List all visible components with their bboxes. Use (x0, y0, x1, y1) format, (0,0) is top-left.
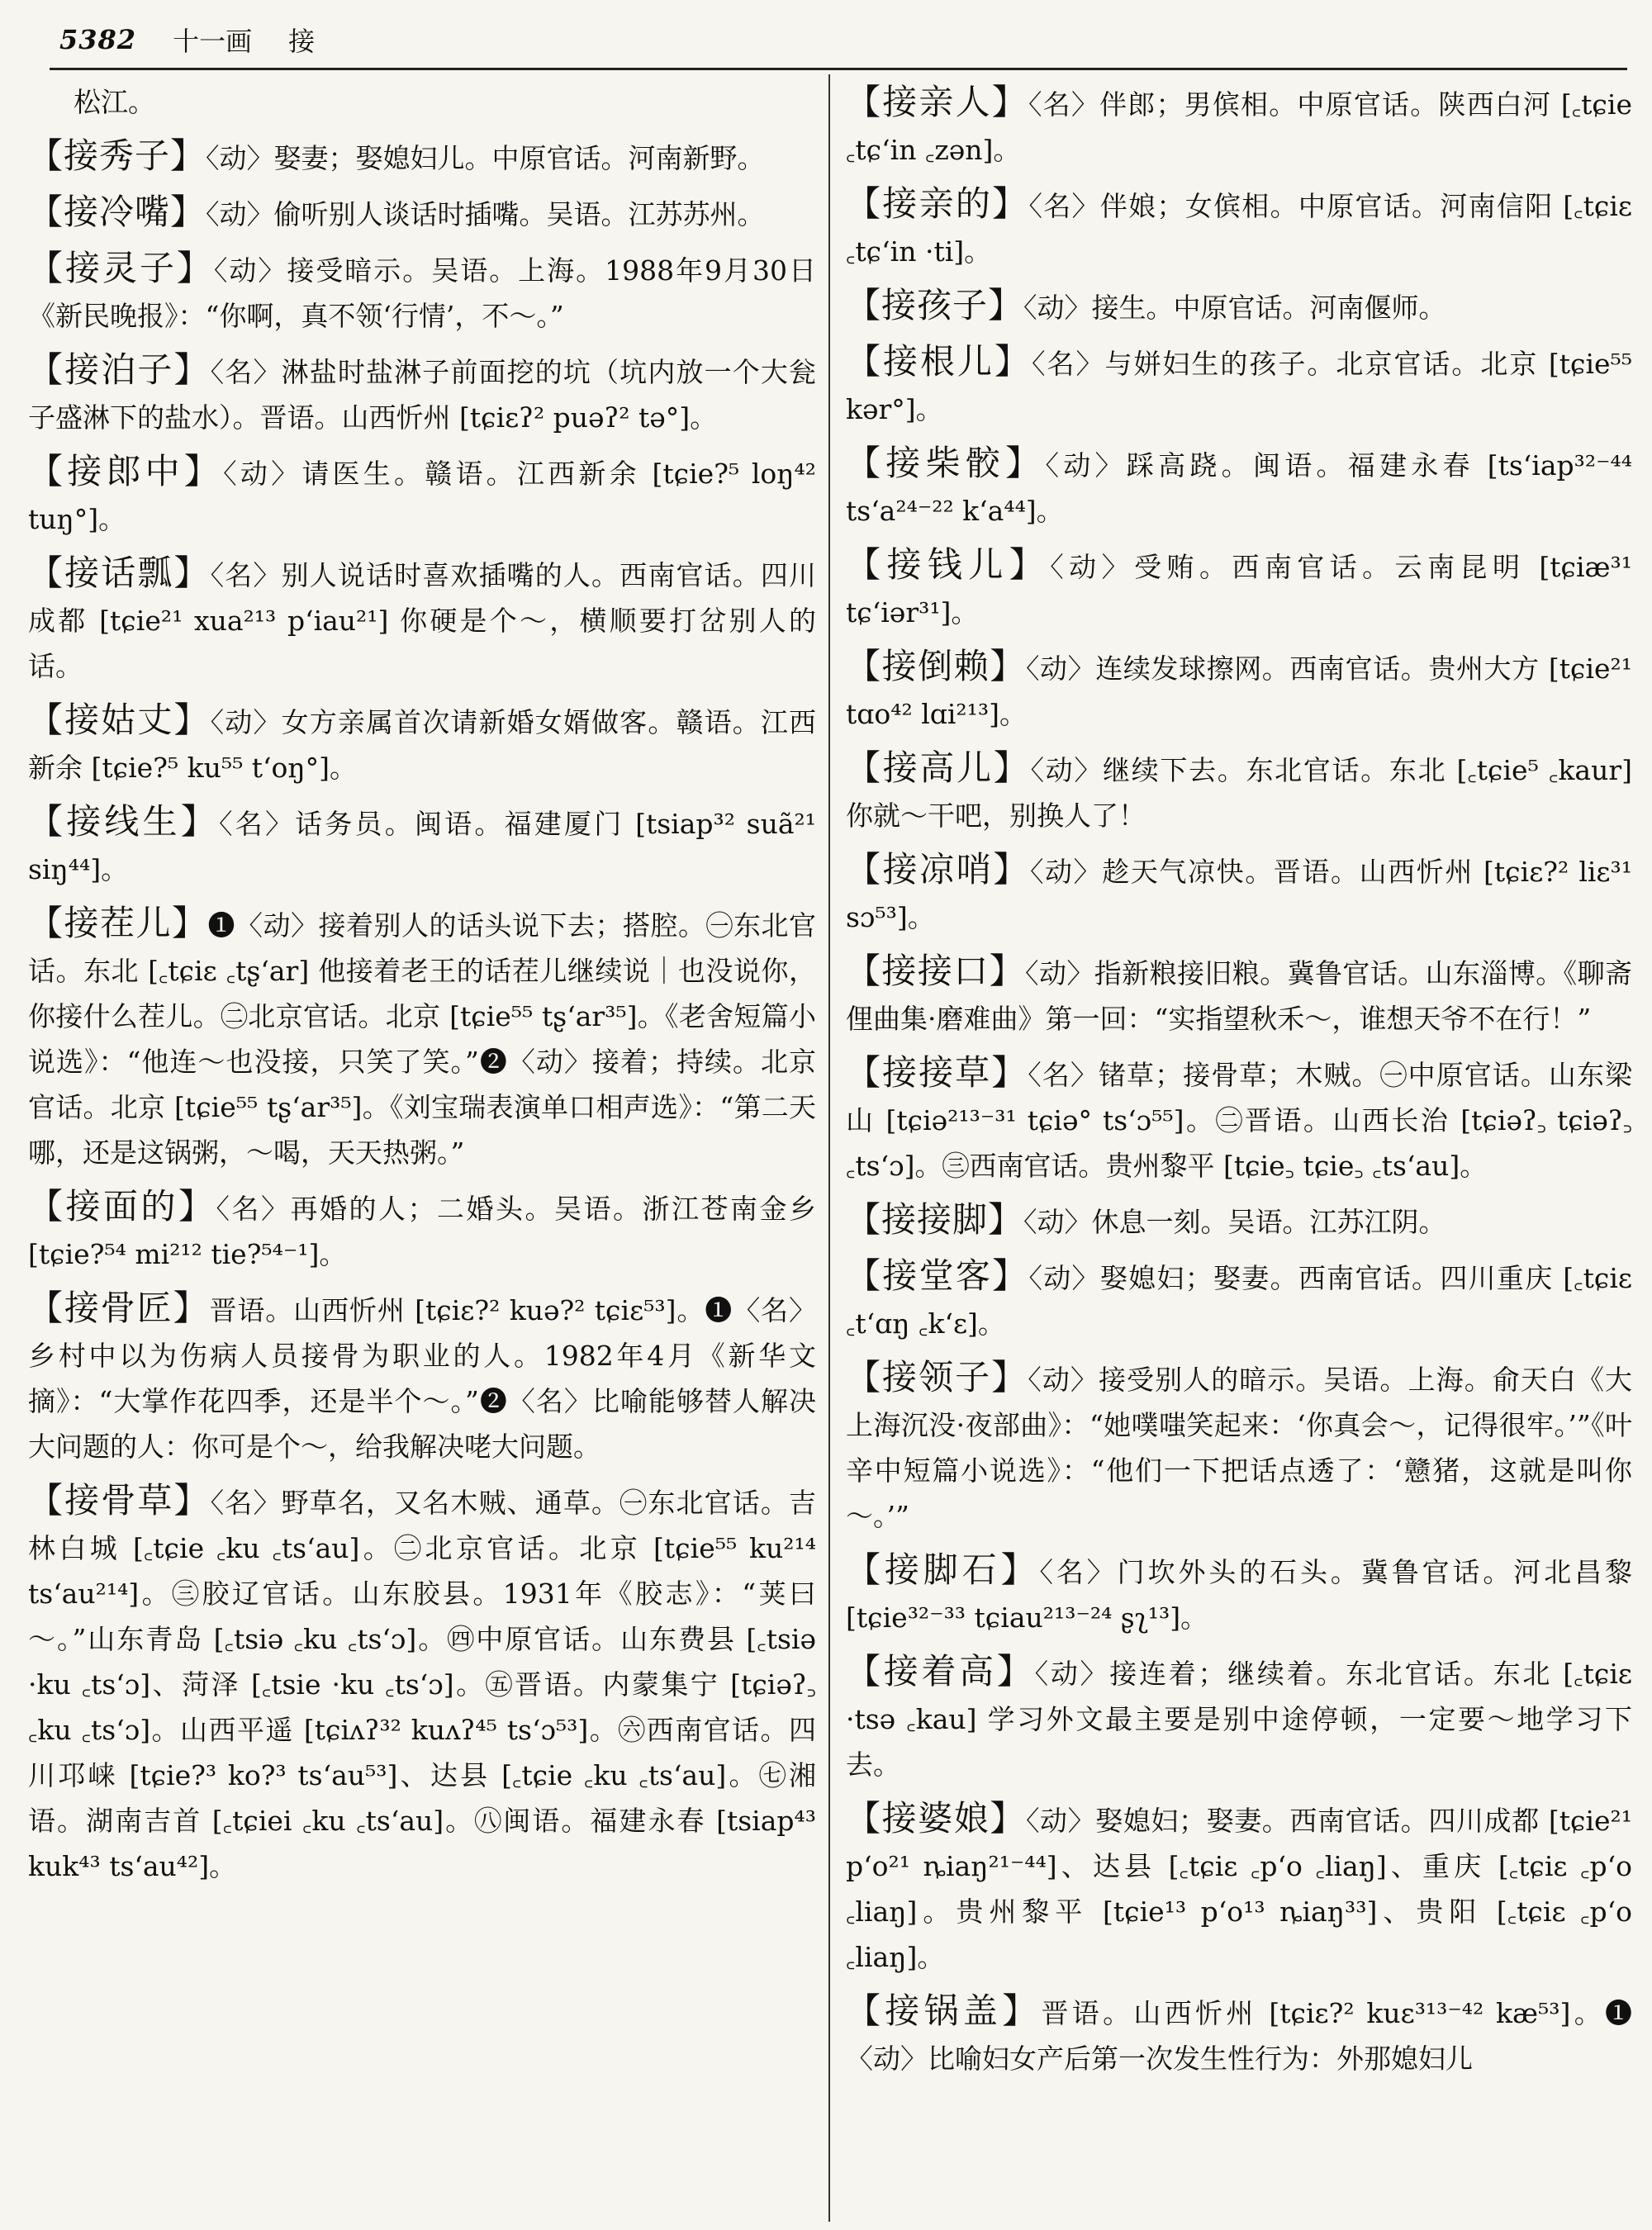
headword: 【接骨草】 (28, 1480, 211, 1521)
entry (846, 1649, 1632, 1787)
entry (846, 1547, 1632, 1640)
headword: 【接钱儿】 (846, 544, 1051, 585)
entry (28, 1184, 816, 1277)
definition: 〈名〉话务员。闽语。福建厦门 [tsiap³² suã²¹ siŋ⁴⁴]。 (28, 808, 816, 885)
definition: 〈动〉接受暗示。吴语。上海。1988年9月30日《新民晚报》：“你啊，真不领‘行情’，不～。” (28, 254, 816, 332)
headword: 【接堂客】 (846, 1255, 1029, 1296)
headword: 【接孩子】 (846, 285, 1024, 325)
entry (28, 900, 816, 1175)
page-number: 5382 (59, 24, 137, 55)
headword: 【接泊子】 (28, 349, 211, 390)
headword: 【接着高】 (846, 1651, 1035, 1691)
header-rule (50, 68, 1627, 70)
entry (28, 1285, 816, 1469)
entry (846, 542, 1632, 635)
definition: 〈动〉休息一刻。吴语。江苏江阴。 (1023, 1206, 1446, 1238)
definition: ❶〈动〉接着别人的话头说下去；搭腔。㊀东北官话。东北 [꜀tɕiɛ ꜀tʂʻar] 他接着老王的话茬儿继续说｜也没说你，你接什么茬儿。㊁北京官话。北京 [tɕie⁵⁵ tʂʻar³⁵]。《老舍短篇小说选》：“他连～也没接，只笑了笑。”❷〈动〉接着；持续。北京官话。北京 [tɕie⁵⁵ tʂʻar³⁵]。《刘宝瑞表演单口相声选》：“第二天哪，还是这锅粥，～喝，天天热粥。” (28, 909, 816, 1169)
definition: 〈名〉再婚的人；二婚头。吴语。浙江苍南金乡 [tɕie?⁵⁴ mi²¹² tie?⁵⁴⁻¹]。 (28, 1193, 816, 1270)
definition: 〈动〉请医生。赣语。江西新余 [tɕie?⁵ loŋ⁴² tuŋ°]。 (28, 458, 816, 535)
headword: 【接根儿】 (846, 341, 1032, 382)
headword: 【接姑丈】 (28, 700, 211, 740)
column-divider (828, 74, 830, 2222)
entry (28, 245, 816, 339)
headword: 【接亲人】 (846, 82, 1028, 122)
entry (28, 1478, 816, 1889)
entry (846, 1253, 1632, 1346)
definition: 〈名〉伴郎；男傧相。中原官话。陕西白河 [꜀tɕie ꜀tɕʻin ꜀zən]。 (846, 88, 1632, 166)
entry (28, 550, 816, 689)
headword: 【接锅盖】 (846, 1990, 1042, 2031)
definition: 〈名〉锗草；接骨草；木贼。㊀中原官话。山东梁山 [tɕiə²¹³⁻³¹ tɕiə° tsʻɔ⁵⁵]。㊁晋语。山西长治 [tɕiəʔ꜆ tɕiəʔ꜆ ꜀tsʻɔ]。㊂西南官话。贵州黎平 [tɕie꜆ tɕie꜆ ꜀tsʻau]。 (846, 1059, 1632, 1182)
headword: 【接接草】 (846, 1052, 1028, 1093)
headword: 【接凉哨】 (846, 849, 1030, 890)
headword: 【接骨匠】 (28, 1288, 210, 1328)
headword: 【接冷嘴】 (28, 192, 206, 232)
entry (846, 1197, 1632, 1245)
definition: 〈动〉踩高跷。闽语。福建永春 [tsʻiap³²⁻⁴⁴ tsʻa²⁴⁻²² kʻa⁴⁴]。 (846, 449, 1632, 527)
entry (28, 133, 816, 181)
page-header (59, 21, 1629, 58)
header-character: 接 (288, 26, 316, 57)
entry-continuation: 松江。 (74, 86, 155, 118)
entry (846, 339, 1632, 432)
entry (846, 1988, 1632, 2081)
section-label: 十一画 (173, 26, 253, 57)
entry (28, 448, 816, 542)
definition: 〈动〉趁天气凉快。晋语。山西忻州 [tɕiɛ?² liɛ³¹ sɔ⁵³]。 (846, 856, 1632, 933)
definition: 〈名〉淋盐时盐淋子前面挖的坑（坑内放一个大瓮子盛淋下的盐水）。晋语。山西忻州 [tɕiɛʔ² puəʔ² tə°]。 (28, 356, 816, 434)
definition: 〈名〉与姘妇生的孩子。北京官话。北京 [tɕie⁵⁵ kər°]。 (846, 348, 1632, 425)
entry (28, 799, 816, 892)
definition: 〈动〉接连着；继续着。东北官话。东北 [꜀tɕiɛ ·tsə ꜀kau] 学习外文最主要是别中途停顿，一定要～地学习下去。 (846, 1658, 1632, 1781)
definition: 〈动〉偷听别人谈话时插嘴。吴语。江苏苏州。 (206, 198, 765, 230)
entry (846, 1355, 1632, 1539)
entry (846, 181, 1632, 274)
headword: 【接话瓢】 (28, 553, 211, 593)
headword: 【接郎中】 (28, 451, 224, 491)
entry (846, 1796, 1632, 1980)
definition: 〈名〉门坎外头的石头。冀鲁官话。河北昌黎 [tɕie³²⁻³³ tɕiau²¹³⁻²⁴ ʂʅ¹³]。 (846, 1556, 1632, 1634)
definition: 〈动〉继续下去。东北官话。东北 [꜀tɕie⁵ ꜀kaur] 你就～干吧，别换人了！ (846, 754, 1632, 832)
entry (846, 847, 1632, 940)
entry (846, 643, 1632, 737)
definition: 〈动〉指新粮接旧粮。冀鲁官话。山东淄博。《聊斋俚曲集·磨难曲》第一回：“实指望秋禾～，谁想天爷不在行！” (846, 957, 1632, 1035)
entry (846, 79, 1632, 173)
headword: 【接灵子】 (28, 248, 214, 288)
headword: 【接接脚】 (846, 1199, 1024, 1240)
definition: 〈动〉接生。中原官话。河南偃师。 (1023, 292, 1446, 324)
entry (846, 1050, 1632, 1189)
headword: 【接婆娘】 (846, 1798, 1026, 1839)
headword: 【接秀子】 (28, 135, 206, 176)
definition: 〈动〉娶媳妇；娶妻。西南官话。四川重庆 [꜀tɕiɛ ꜀tʻɑŋ ꜀kʻɛ]。 (846, 1262, 1632, 1340)
definition: 〈名〉别人说话时喜欢插嘴的人。西南官话。四川成都 [tɕie²¹ xua²¹³ pʻiau²¹] 你硬是个～，横顺要打岔别人的话。 (28, 559, 816, 682)
headword: 【接茬儿】 (28, 903, 208, 943)
entry (846, 440, 1632, 534)
definition: 〈名〉伴娘；女傧相。中原官话。河南信阳 [꜀tɕiɛ ꜀tɕʻin ·ti]。 (846, 190, 1632, 268)
headword: 【接倒赖】 (846, 646, 1026, 686)
entry (846, 948, 1632, 1041)
headword: 【接亲的】 (846, 183, 1029, 224)
headword: 【接接口】 (846, 951, 1026, 991)
definition: 〈动〉娶媳妇；娶妻。西南官话。四川成都 [tɕie²¹ pʻo²¹ ȵiaŋ²¹⁻⁴⁴]、达县 [꜀tɕiɛ ꜀pʻo ꜀liaŋ]、重庆 [꜀tɕiɛ ꜀pʻo ꜀liaŋ]。贵州黎平 [tɕie¹³ pʻo¹³ ȵiaŋ³³]、贵阳 [꜀tɕiɛ ꜀pʻo ꜀liaŋ]。 (846, 1805, 1632, 1973)
definition: 晋语。山西忻州 [tɕiɛ?² kuə?² tɕiɛ⁵³]。❶〈名〉乡村中以为伤病人员接骨为职业的人。1982年4月《新华文摘》：“大掌作花四季，还是半个～。”❷〈名〉比喻能够替人解决大问题的人：你可是个～，给我解决咾大问题。 (28, 1294, 816, 1463)
definition: 〈动〉女方亲属首次请新婚女婿做客。赣语。江西新余 [tɕie?⁵ ku⁵⁵ tʻoŋ°]。 (28, 706, 816, 784)
entry (28, 347, 816, 440)
definition: 〈动〉接受别人的暗示。吴语。上海。俞天白《大上海沉没·夜部曲》：“她噗嗤笑起来：‘你真会～，记得很牢。’”《叶辛中短篇小说选》：“他们一下把话点透了：‘戆猪，这就是叫你～。’” (846, 1364, 1632, 1532)
entry (28, 697, 816, 790)
headword: 【接线生】 (28, 801, 220, 842)
headword: 【接高儿】 (846, 747, 1031, 788)
entry (28, 189, 816, 237)
entry (846, 282, 1632, 330)
left-column (28, 79, 816, 2227)
headword: 【接领子】 (846, 1357, 1028, 1397)
definition: 〈动〉受贿。西南官话。云南昆明 [tɕiæ³¹ tɕʻiər³¹]。 (846, 551, 1632, 629)
definition: 晋语。山西忻州 [tɕiɛ?² kuɛ³¹³⁻⁴² kæ⁵³]。❶〈动〉比喻妇女产后第一次发生性行为：外那媳妇儿 (846, 1997, 1632, 2075)
right-column (846, 79, 1632, 2227)
headword: 【接面的】 (28, 1186, 216, 1226)
definition: 〈动〉连续发球擦网。西南官话。贵州大方 [tɕie²¹ tɑo⁴² lɑi²¹³]。 (846, 652, 1632, 730)
definition: 〈名〉野草名，又名木贼、通草。㊀东北官话。吉林白城 [꜀tɕie ꜀ku ꜀tsʻau]。㊁北京官话。北京 [tɕie⁵⁵ ku²¹⁴ tsʻau²¹⁴]。㊂胶辽官话。山东胶县。1931年《胶志》：“荚曰～。”山东青岛 [꜀tsiə ꜀ku ꜀tsʻɔ]。㊃中原官话。山东费县 [꜀tsiə ·ku ꜀tsʻɔ]、菏泽 [꜀tsie ·ku ꜀tsʻɔ]。㊄晋语。内蒙集宁 [tɕiəʔ꜆ ꜀ku ꜀tsʻɔ]。山西平遥 [tɕiʌʔ³² kuʌʔ⁴⁵ tsʻɔ⁵³]。㊅西南官话。四川邛崃 [tɕie?³ ko?³ tsʻau⁵³]、达县 [꜀tɕie ꜀ku ꜀tsʻau]。㊆湘语。湖南吉首 [꜀tɕiei ꜀ku ꜀tsʻau]。㊇闽语。福建永春 [tsiap⁴³ kuk⁴³ tsʻau⁴²]。 (28, 1487, 816, 1882)
definition: 〈动〉娶妻；娶媳妇儿。中原官话。河南新野。 (206, 142, 765, 174)
headword: 【接柴骹】 (846, 443, 1046, 483)
headword: 【接脚石】 (846, 1549, 1040, 1590)
entry (846, 745, 1632, 838)
